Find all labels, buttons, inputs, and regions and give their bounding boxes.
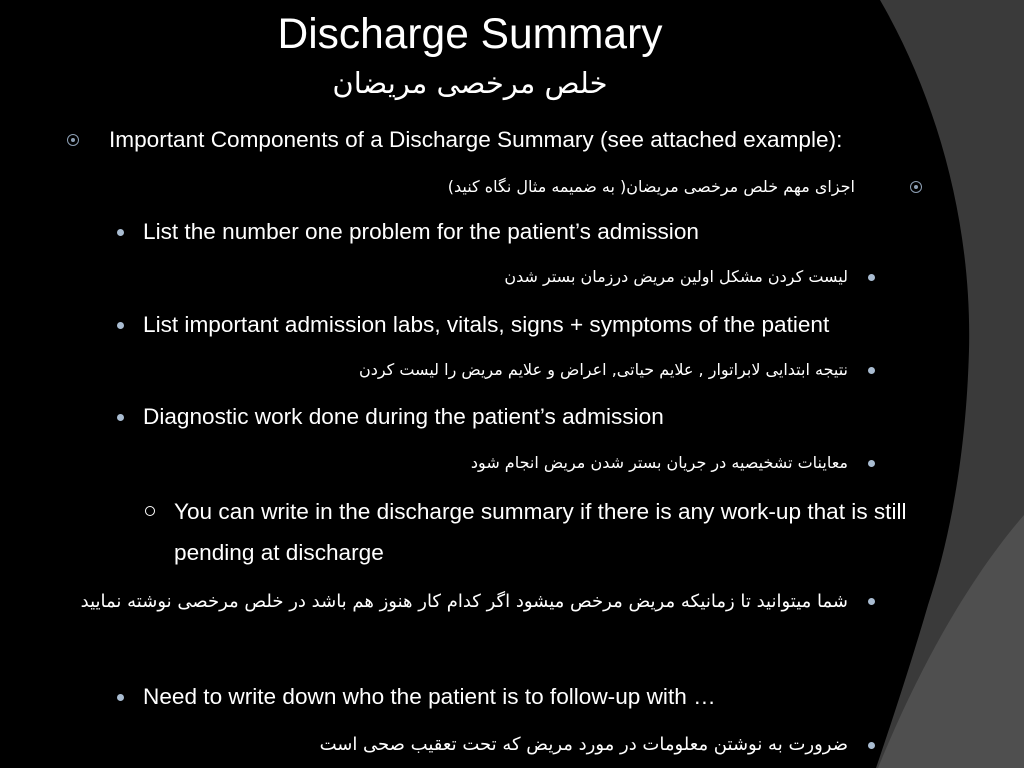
bullet-text: Important Components of a Discharge Summary (see attached example): xyxy=(109,127,843,152)
bullet-text: List important admission labs, vitals, signs + symptoms of the patient xyxy=(143,312,830,337)
bullet-text: شما میتوانید تا زمانیکه مریض مرخص میشود اگر کدام کار هنوز هم باشد در خلص مرخصی نوشته نمایید xyxy=(80,590,848,612)
bullet-text: لیست کردن مشکل اولین مریض درزمان بستر شدن xyxy=(504,267,848,286)
bullet-text: Diagnostic work done during the patient’s admission xyxy=(143,404,664,429)
dot-bullet-icon xyxy=(868,460,875,467)
bullet-text: اجزای مهم خلص مرخصی مریضان( به ضمیمه مثال نگاه کنید) xyxy=(447,177,855,196)
slide-title: Discharge Summary xyxy=(277,11,663,58)
dot-bullet-icon xyxy=(117,414,124,421)
bullet-text: List the number one problem for the patient’s admission xyxy=(143,219,699,244)
bullet-text: You can write in the discharge summary if there is any work-up that is still pending at discharge xyxy=(174,498,907,565)
circled-dot-bullet-icon xyxy=(67,134,79,146)
bullet-text: ضرورت به نوشتن معلومات در مورد مریض که تحت تعقیب صحی است xyxy=(319,734,848,755)
hollow-circle-bullet-icon xyxy=(145,506,155,516)
slide-subtitle: خلص مرخصی مریضان xyxy=(332,66,608,100)
dot-bullet-icon xyxy=(868,598,875,605)
dot-bullet-icon xyxy=(117,322,124,329)
dot-bullet-icon xyxy=(868,742,875,749)
dot-bullet-icon xyxy=(868,274,875,281)
bullet-text: Need to write down who the patient is to follow-up with … xyxy=(143,684,716,709)
bullet-text: معاینات تشخیصیه در جریان بستر شدن مریض انجام شود xyxy=(470,453,848,472)
dot-bullet-icon xyxy=(117,229,124,236)
circled-dot-bullet-icon xyxy=(910,181,922,193)
dot-bullet-icon xyxy=(117,694,124,701)
dot-bullet-icon xyxy=(868,367,875,374)
bullet-text: نتیجه ابتدایی لابراتوار , علایم حیاتی, اعراض و علایم مریض را لیست کردن xyxy=(358,360,848,379)
